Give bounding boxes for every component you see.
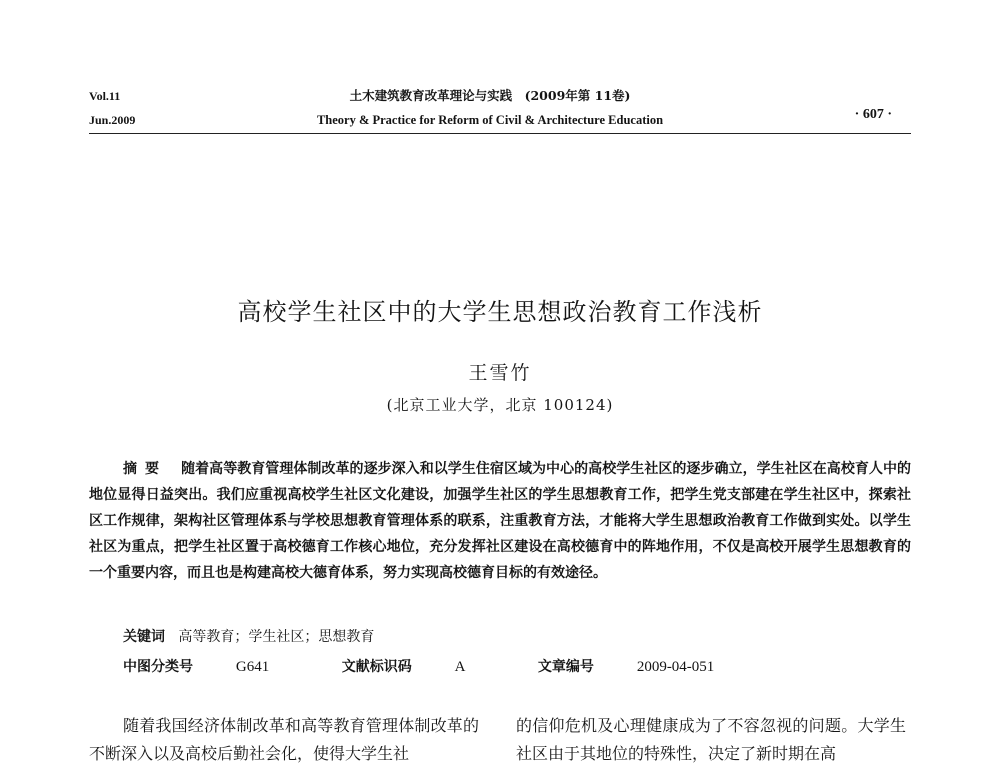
header-date: Jun.2009 xyxy=(89,113,136,127)
clc-label: 中图分类号 xyxy=(123,659,193,675)
keywords xyxy=(123,626,374,646)
classification-line xyxy=(123,656,782,676)
header-volume: Vol.11 xyxy=(89,89,121,103)
header-rule xyxy=(89,133,911,134)
journal-header xyxy=(270,84,710,132)
abstract-label: 摘要 xyxy=(123,461,168,477)
doc-code-value: A xyxy=(454,659,466,675)
abstract-text: 随着高等教育管理体制改革的逐步深入和以学生住宿区域为中心的高校学生社区的逐步确立，学生社区在高校育人中的地位显得日益突出。我们应重视高校学生社区文化建设，加强学生社区的学生思想教育工作，把学生党支部建在学生社区中，探索社区工作规律，架构社区管理体系与学校思想教育管理体系的联系，注重教育方法，才能将大学生思想政治教育工作做到实处。以学生社区为重点，把学生社区置于高校德育工作核心地位，充分发挥社区建设在高校德育中的阵地作用，不仅是高校开展学生思想教育的一个重要内容，而且也是构建高校大德育体系，努力实现高校德育目标的有效途径。 xyxy=(89,461,911,581)
article-affiliation: (北京工业大学，北京 100124) xyxy=(386,396,614,414)
page-number: · 607 · xyxy=(854,107,892,122)
doc-code-label: 文献标识码 xyxy=(341,659,412,675)
article-title: 高校学生社区中的大学生思想政治教育工作浅析 xyxy=(237,298,763,326)
journal-title-en: Theory & Practice for Reform of Civil & Architecture Education xyxy=(316,113,664,127)
article-number-label: 文章编号 xyxy=(537,659,594,675)
keywords-text: 高等教育；学生社区；思想教育 xyxy=(178,629,375,645)
clc-value: G641 xyxy=(235,659,270,675)
body-right-column: 的信仰危机及心理健康成为了不容忽视的问题。大学生社区由于其地位的特殊性，决定了新时期在高 xyxy=(516,716,906,763)
header-volume-date xyxy=(89,84,135,132)
journal-title-cn: 土木建筑教育改革理论与实践 (2009年第 11卷) xyxy=(349,88,631,103)
keywords-label: 关键词 xyxy=(123,629,165,645)
article-number-value: 2009-04-051 xyxy=(636,659,715,675)
article-author: 王雪竹 xyxy=(468,362,532,384)
body-left-column: 随着我国经济体制改革和高等教育管理体制改革的不断深入以及高校后勤社会化，使得大学生社 xyxy=(89,716,479,763)
abstract xyxy=(89,456,911,586)
